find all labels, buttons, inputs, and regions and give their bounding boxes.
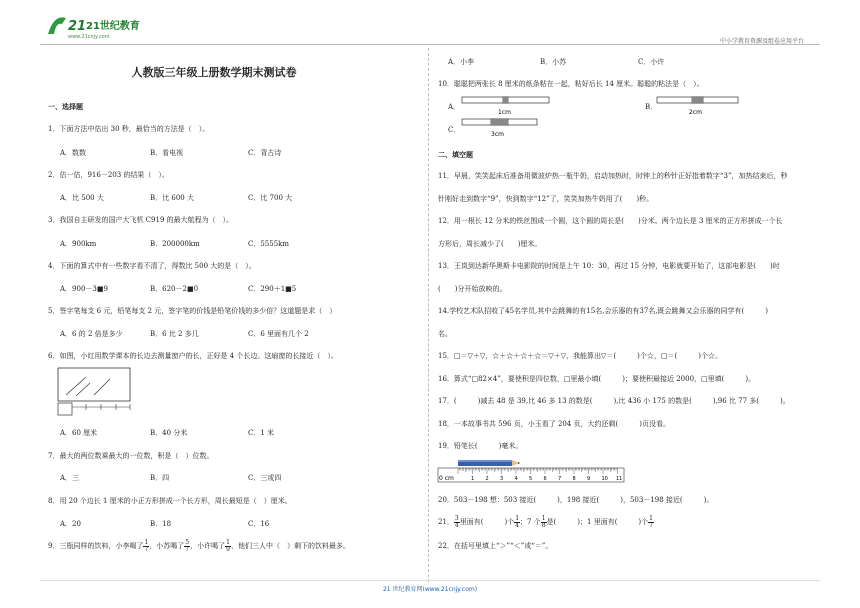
question-10: 10．聪聪把两张长 8 厘米的纸条粘在一起，粘好后长 14 厘米。聪聪的粘法是（ ）。 [438,80,704,88]
svg-text:1cm: 1cm [498,109,511,116]
q10-option-b: B． [645,103,658,111]
logo-subtext: www.21cnjy.com [68,34,110,40]
svg-text:2cm: 2cm [689,109,702,116]
ruler-label: 5 [529,476,533,482]
ruler-label: 6 [543,476,547,482]
q1-option-c: C．背古诗 [248,149,282,157]
ruler-figure [436,458,626,486]
site-logo [44,8,140,44]
question-15: 15．□＝▽＋▽，☆＋☆＋☆＋☆＝▽＋▽，我能算出▽＝( )个☆，□＝( )个☆。 [438,352,722,360]
q8-option-a: A．20 [60,520,81,528]
question-12-line-2: 方形后，周长减少了( )厘米。 [438,240,542,248]
q7-option-c: C．三或四 [248,474,282,482]
footer-rule [40,580,820,581]
question-20: 20．503－198 想：503 接近( )，198 接近( )，503－198 接近( )。 [438,496,714,504]
fraction: $\frac{1}{7}$ [649,514,653,529]
question-16: 16．算式“□82×4”，要使积是四位数，□里最小填( )；要使积最接近 2000，□里填( )。 [438,375,756,383]
q3-option-c: C．5555km [248,240,290,248]
q5-option-b: B．6 比 2 多几 [150,330,199,338]
question-8: 8．用 20 个边长 1 厘米的小正方形拼成一个长方形，周长最短是（ ）厘米。 [48,497,292,505]
fraction: $\frac{3}{4}$ [454,514,459,529]
fraction: $\frac{1}{8}$ [541,514,546,529]
q10-figure-c [460,117,550,139]
fraction: $\frac{1}{4}$ [515,514,520,529]
question-17: 17．( )减去 48 是 39,比 46 多 13 的数是( ),比 436 小 175 的数是( ),96 比 77 多( )。 [438,397,790,405]
q3-option-a: A．900km [60,240,97,248]
svg-text:3cm: 3cm [491,131,504,138]
q10-figure-b [655,95,745,117]
question-11-line-1: 11．早晨，笑笑起床后准备用微波炉热一瓶牛奶，启动加热时，时钟上的秒针正好指着数字“3”，加热结束后，秒 [438,172,788,180]
svg-text:21: 21 [68,19,87,34]
q2-option-a: A．比 500 大 [60,194,104,202]
header-rule [40,44,820,45]
question-1: 1．下面方法中估出 30 秒，最恰当的方法是（ ）。 [48,125,210,133]
q7-option-a: A．三 [60,474,80,482]
question-14-line-2: 名。 [438,330,452,338]
question-22: 22．在括号里填上“＞”“＜”或“＝”。 [438,542,553,550]
q9-option-c: C．小许 [638,58,665,66]
q4-option-c: C．290＋1■5 [248,285,297,293]
section-heading-choice: 一、选择题 [48,102,83,111]
q10-option-c: C． [448,126,461,134]
question-14-line-1: 14.学校艺术队招收了45名学员,其中会跳舞的有15名,会乐器的有37名,既会跳舞又会乐器的同学有( ) [438,307,768,315]
ruler-label: 3 [500,476,504,482]
question-18: 18．一本故事书共 596 页，小玉看了 204 页，大约还剩( )页没看。 [438,420,670,428]
q4-option-a: A．900－3■9 [60,285,108,293]
question-13-line-1: 13．王岚到达新华奥斯卡电影院的时间是上午 10：30，再过 15 分钟，电影就要开始了，这部电影是( )时 [438,262,780,270]
footer-link[interactable]: 21 世纪教育网(www.21cnjy.com) [382,586,478,593]
q1-option-b: B．看电视 [150,149,184,157]
ruler-label: 1 [471,476,475,482]
q10-option-a: A． [448,103,461,111]
ruler-label: 9 [587,476,591,482]
fraction: $\frac{1}{7}$ [144,538,149,553]
question-19: 19．铅笔长( )毫米。 [438,442,523,450]
q8-option-c: C．16 [248,520,270,528]
question-6: 6．如图，小红用数学课本的长边去测量窗户的长，正好是 4 个长边。这扇窗的长接近（ ）。 [48,352,338,360]
ruler-label: 11 [616,476,623,482]
q2-option-b: B．比 600 大 [150,194,194,202]
ruler-label: 2 [485,476,489,482]
question-2: 2．估一估，916－203 的结果（ ）。 [48,171,169,179]
q2-option-c: C．比 700 大 [248,194,293,202]
question-12-line-1: 12．用一根长 12 分米的铁丝围成一个圆，这个圆的周长是( )分米。两个边长是 3 厘米的正方形拼成一个长 [438,217,783,225]
q5-option-a: A．6 的 2 倍是多少 [60,330,123,338]
logo-text: 21世纪教育 [86,21,140,32]
question-9: 9．三瓶同样的饮料，小李喝了 $\frac{1}{7}$ ，小苏喝了 $\frac{5}{7}$ ，小许喝了 $\frac{1}{9}$ ，他们三人中（ ）剩下的饮料最多。 [48,538,350,553]
question-13-line-2: ( )分开始放映的。 [438,285,507,293]
question-11-line-2: 针刚好走到数字“9”，快到数字“12”了，笑笑加热牛奶用了( )秒。 [438,195,654,203]
ruler-label: 10 [601,476,608,482]
ruler-label: 7 [558,476,562,482]
q7-option-b: B．四 [150,474,170,482]
question-7: 7．最大的两位数乘最大的一位数，积是（ ）位数。 [48,452,214,460]
column-divider [428,48,429,582]
q10-figure-a [460,95,550,117]
q9-option-a: A．小李 [448,58,475,66]
q6-option-b: B．40 分米 [150,429,188,437]
window-figure [56,367,132,419]
ruler-label: 8 [572,476,576,482]
question-3: 3．我国自主研发的国产大飞机 C919 的最大航程为（ ）。 [48,216,234,224]
question-4: 4．下面的算式中有一些数字看不清了，得数比 500 大的是（ ）。 [48,262,256,270]
question-5: 5．签字笔每支 6 元，铅笔每支 2 元，签字笔的价钱是铅笔价钱的多少倍？这道题是求（ ） [48,307,337,315]
fraction: $\frac{1}{9}$ [226,538,230,553]
fraction: $\frac{5}{7}$ [185,538,190,553]
question-21: 21． $\frac{3}{4}$ 里面有( )个 $\frac{1}{4}$ ；7 个 $\frac{1}{8}$ 是( )；1 里面有( )个 $\frac{1}{7}$ [438,514,653,529]
q1-option-a: A．数数 [60,149,87,157]
q3-option-b: B．200000km [150,240,200,248]
q6-option-a: A．60 厘米 [60,429,98,437]
q5-option-c: C．6 里面有几个 2 [248,330,309,338]
section-heading-fill: 二、填空题 [438,150,473,159]
q6-option-c: C．1 米 [248,429,275,437]
page-title: 人教版三年级上册数学期末测试卷 [131,66,297,79]
q4-option-b: B．620－2■0 [150,285,199,293]
ruler-label: 4 [514,476,518,482]
logo-swoosh-icon [48,17,66,34]
svg-text:0 cm: 0 cm [439,475,454,482]
q9-option-b: B．小苏 [540,58,567,66]
brand-right: 中小学教育资源及组卷应用平台 [720,38,805,45]
q8-option-b: B．18 [150,520,172,528]
